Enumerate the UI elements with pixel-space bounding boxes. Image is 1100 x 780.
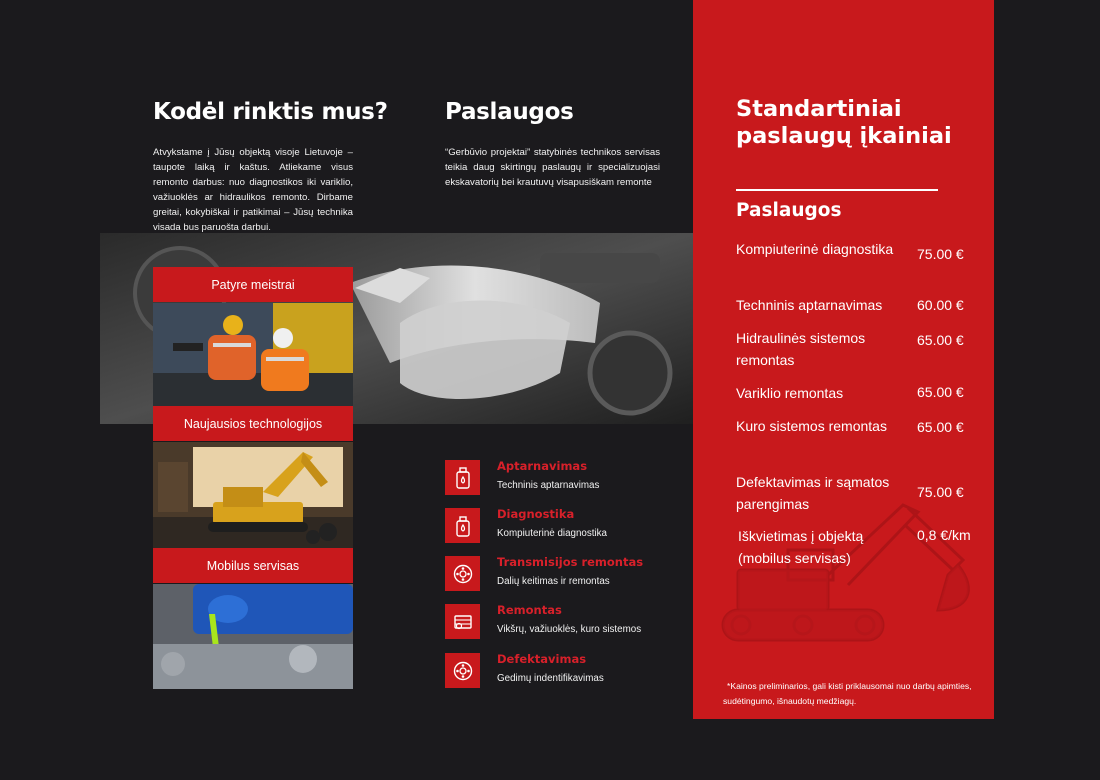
service-title: Transmisijos remontas — [497, 555, 644, 569]
price-service-name: Iškvietimas į objektą (mobilus servisas) — [738, 528, 864, 566]
price-service-name: Kuro sistemos remontas — [736, 418, 887, 434]
price-value: 65.00 € — [917, 332, 964, 348]
price-service-name: Hidraulinės sistemos remontas — [736, 330, 866, 368]
service-item-repair — [445, 604, 685, 640]
price-value: 75.00 € — [917, 246, 964, 262]
excavator-icon — [713, 490, 983, 670]
highlight-label-technologies: Naujausios technologijos — [153, 406, 353, 441]
service-desc: Kompiuterinė diagnostika — [497, 528, 608, 539]
workshop-excavator-photo — [153, 442, 353, 548]
price-panel — [693, 0, 994, 719]
title-divider — [736, 189, 938, 191]
price-service-name: Defektavimas ir sąmatos parengimas — [736, 474, 890, 512]
oil-pouring-photo — [153, 584, 353, 689]
service-item-defects — [445, 653, 685, 689]
oil-bottle-icon — [445, 508, 480, 543]
service-title: Diagnostika — [497, 507, 575, 521]
service-title: Remontas — [497, 603, 562, 617]
service-item-diagnostics — [445, 508, 685, 544]
service-title: Defektavimas — [497, 652, 587, 666]
price-panel-title: Standartiniai paslaugų įkainiai — [736, 96, 952, 149]
price-value: 75.00 € — [917, 484, 964, 500]
service-desc: Gedimų indentifikavimas — [497, 673, 604, 684]
oil-can-icon — [445, 460, 480, 495]
services-body: “Gerbūvio projektai” statybinės technikos servisas teikia daug skirtingų paslaugų ir specializuojasi ekskavatorių bei krautuvų visapusiškam remonte — [445, 147, 660, 188]
why-us-title: Kodėl rinktis mus? — [153, 99, 388, 125]
price-value: 65.00 € — [917, 384, 964, 400]
price-value: 0,8 €/km — [917, 527, 971, 543]
price-value: 60.00 € — [917, 297, 964, 313]
service-item-maintenance — [445, 460, 685, 496]
service-desc: Vikšrų, važiuoklės, kuro sistemos — [497, 624, 642, 635]
services-title: Paslaugos — [445, 99, 574, 125]
price-value: 65.00 € — [917, 419, 964, 435]
service-desc: Dalių keitimas ir remontas — [497, 576, 610, 587]
engine-icon — [445, 604, 480, 639]
service-desc: Techninis aptarnavimas — [497, 480, 600, 491]
gear-wheel-icon — [445, 653, 480, 688]
price-service-name: Techninis aptarnavimas — [736, 297, 883, 313]
service-title: Aptarnavimas — [497, 459, 588, 473]
price-service-name: Variklio remontas — [736, 385, 844, 401]
price-panel-subtitle: Paslaugos — [736, 200, 842, 221]
mechanics-photo — [153, 303, 353, 406]
why-us-body: Atvykstame į Jūsų objektą visoje Lietuvoje – taupote laiką ir kaštus. Atliekame visus remonto darbus: nuo diagnostikos iki variklio, važiuoklės ar hidraulikos remonto. Dirbame greitai, kokybiškai ir patikimai – Jūsų technika visada bus paruošta darbui. — [153, 147, 353, 233]
highlight-label-mobile: Mobilus servisas — [153, 548, 353, 583]
highlight-label-experienced: Patyre meistrai — [153, 267, 353, 302]
service-item-transmission — [445, 556, 685, 592]
price-service-name: Kompiuterinė diagnostika — [736, 241, 894, 257]
price-disclaimer: *Kainos preliminarios, gali kisti priklausomai nuo darbų apimties, sudėtingumo, išnaudotų medžiagų. — [723, 681, 972, 706]
gear-wheel-icon — [445, 556, 480, 591]
